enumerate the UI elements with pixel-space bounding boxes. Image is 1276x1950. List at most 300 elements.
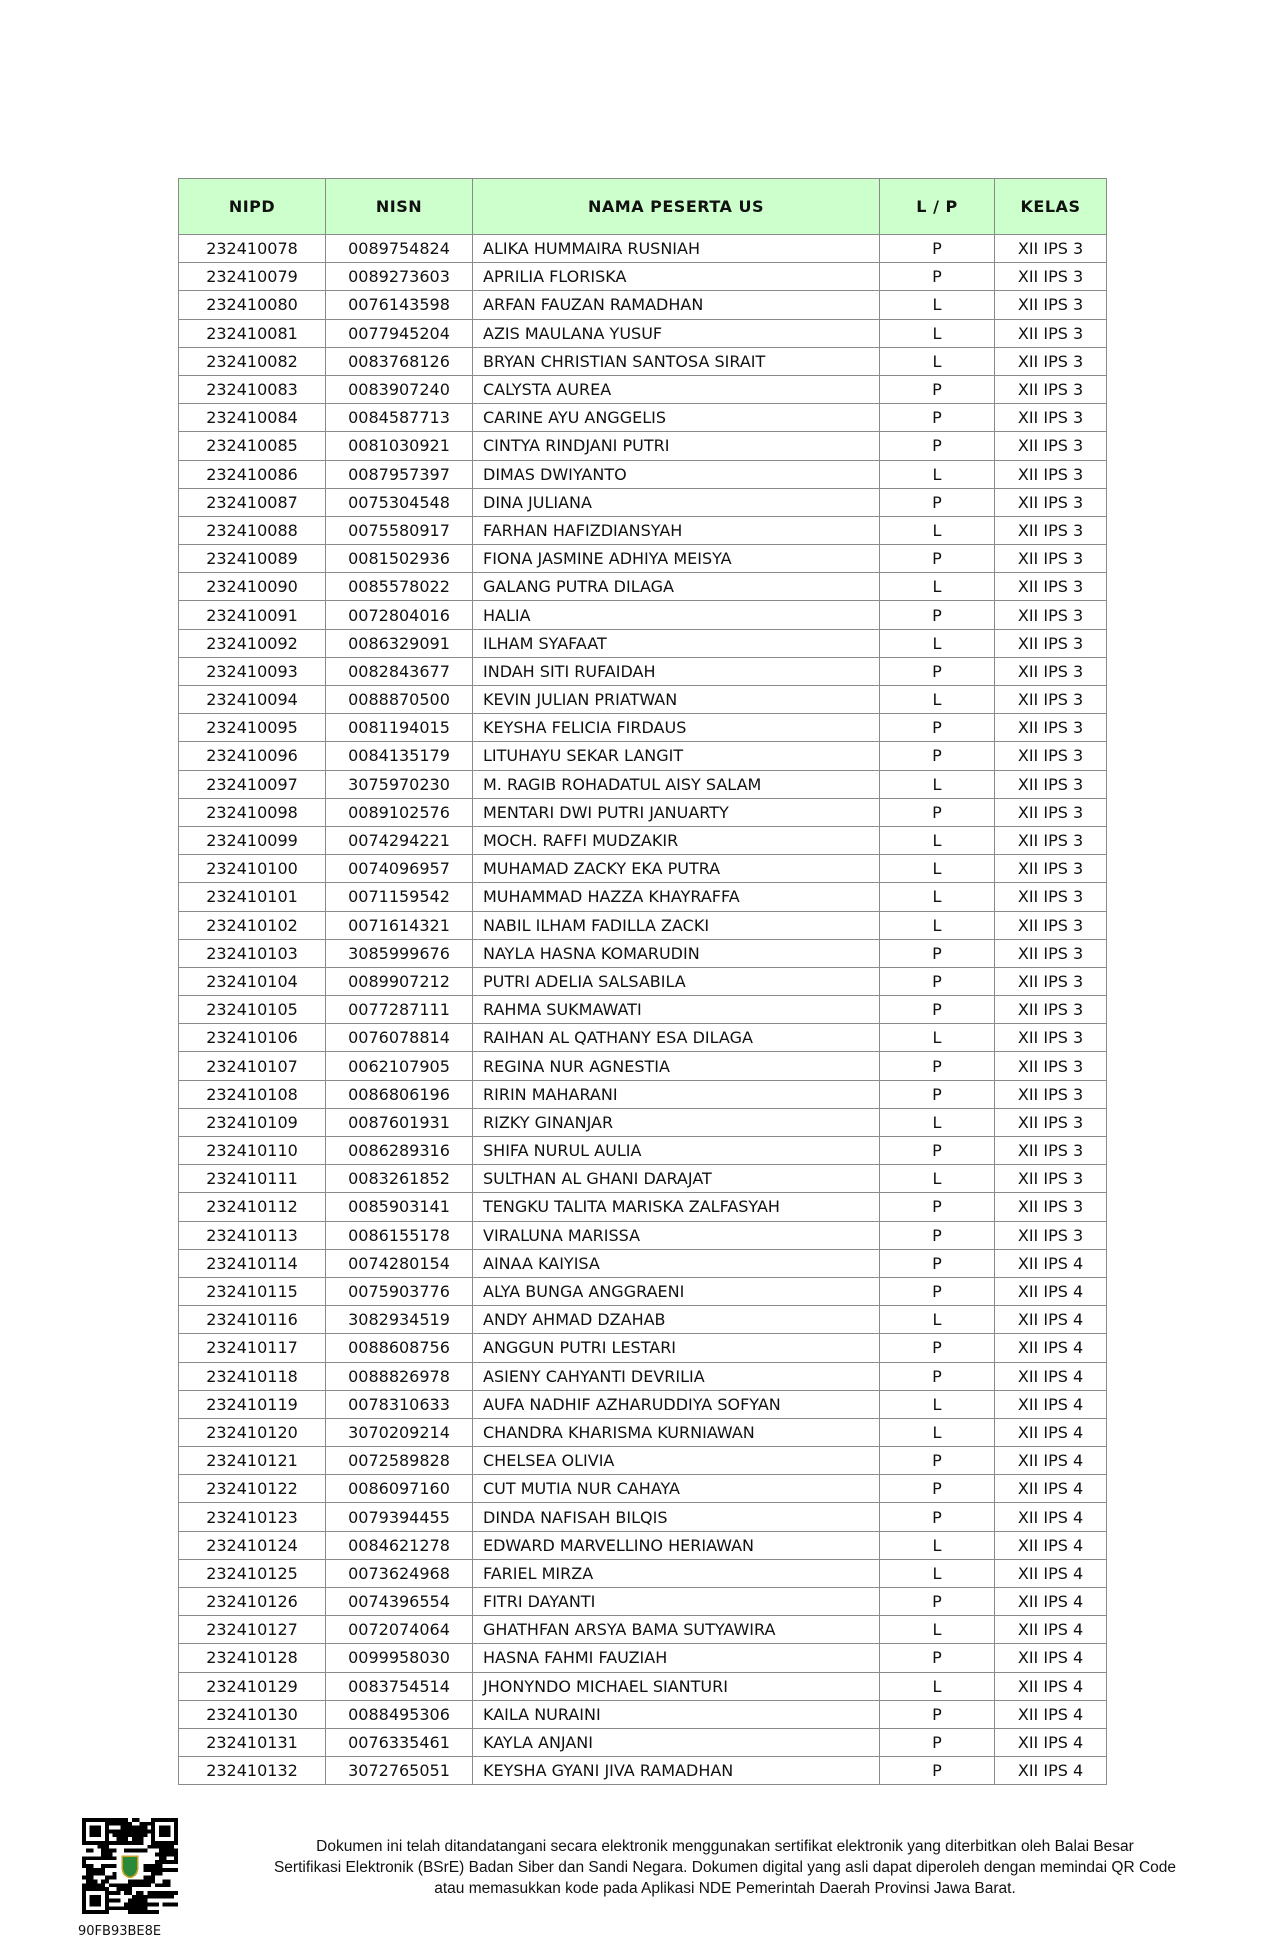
kelas-cell: XII IPS 3 [995,911,1107,939]
table-row [179,516,1107,544]
table-row [179,1108,1107,1136]
nisn-cell: 0086289316 [326,1137,473,1165]
kelas-cell: XII IPS 3 [995,488,1107,516]
nipd-cell: 232410107 [179,1052,326,1080]
kelas-cell: XII IPS 3 [995,1165,1107,1193]
nisn-cell: 0084135179 [326,742,473,770]
kelas-cell: XII IPS 3 [995,1024,1107,1052]
gender-cell: L [880,770,995,798]
gender-cell: L [880,460,995,488]
table-row [179,1616,1107,1644]
nipd-cell: 232410125 [179,1559,326,1587]
gender-cell: P [880,545,995,573]
header-nisn: NISN [326,179,473,235]
nipd-cell: 232410080 [179,291,326,319]
e-signature-notice: Dokumen ini telah ditandatangani secara elektronik menggunakan sertifikat elektronik yang diterbitkan oleh Balai Besar Sertifikasi Elektronik (BSrE) Badan Siber dan Sandi Negara. Dokumen digital yang asli dapat diperoleh dengan memindai QR Code atau memasukkan kode pada Aplikasi NDE Pemerintah Daerah Provinsi Jawa Barat. [273,1838,1177,1897]
table-body [179,235,1107,1785]
kelas-cell: XII IPS 3 [995,996,1107,1024]
nama-cell: DIMAS DWIYANTO [473,460,880,488]
nisn-cell: 0074294221 [326,826,473,854]
nisn-cell: 0089273603 [326,263,473,291]
header-nama-peserta: NAMA PESERTA US [473,179,880,235]
nipd-cell: 232410098 [179,798,326,826]
kelas-cell: XII IPS 3 [995,375,1107,403]
table-row [179,1559,1107,1587]
nama-cell: AZIS MAULANA YUSUF [473,319,880,347]
gender-cell: L [880,855,995,883]
header-kelas: KELAS [995,179,1107,235]
nisn-cell: 0083754514 [326,1672,473,1700]
nama-cell: FARIEL MIRZA [473,1559,880,1587]
nisn-cell: 0082843677 [326,657,473,685]
kelas-cell: XII IPS 4 [995,1306,1107,1334]
nama-cell: ARFAN FAUZAN RAMADHAN [473,291,880,319]
gender-cell: P [880,1193,995,1221]
table-row [179,1672,1107,1700]
nisn-cell: 3075970230 [326,770,473,798]
table-row [179,855,1107,883]
nisn-cell: 0079394455 [326,1503,473,1531]
nisn-cell: 0085903141 [326,1193,473,1221]
kelas-cell: XII IPS 3 [995,1193,1107,1221]
nisn-cell: 0074096957 [326,855,473,883]
nisn-cell: 0081502936 [326,545,473,573]
table-row [179,1588,1107,1616]
participant-table-container [178,178,1106,1785]
kelas-cell: XII IPS 3 [995,573,1107,601]
kelas-cell: XII IPS 3 [995,1137,1107,1165]
table-row [179,742,1107,770]
nisn-cell: 3082934519 [326,1306,473,1334]
kelas-cell: XII IPS 3 [995,883,1107,911]
gender-cell: L [880,1418,995,1446]
table-row [179,686,1107,714]
kelas-cell: XII IPS 4 [995,1644,1107,1672]
gender-cell: P [880,1080,995,1108]
nama-cell: INDAH SITI RUFAIDAH [473,657,880,685]
nipd-cell: 232410101 [179,883,326,911]
nisn-cell: 0075580917 [326,516,473,544]
kelas-cell: XII IPS 4 [995,1672,1107,1700]
kelas-cell: XII IPS 3 [995,967,1107,995]
table-header-row [179,179,1107,235]
kelas-cell: XII IPS 3 [995,460,1107,488]
kelas-cell: XII IPS 4 [995,1700,1107,1728]
nisn-cell: 0076078814 [326,1024,473,1052]
nisn-cell: 0072074064 [326,1616,473,1644]
kelas-cell: XII IPS 4 [995,1757,1107,1785]
nipd-cell: 232410113 [179,1221,326,1249]
gender-cell: P [880,1137,995,1165]
nipd-cell: 232410089 [179,545,326,573]
nipd-cell: 232410122 [179,1475,326,1503]
nisn-cell: 0089754824 [326,235,473,263]
table-row [179,1080,1107,1108]
nipd-cell: 232410114 [179,1249,326,1277]
table-row [179,573,1107,601]
nama-cell: ASIENY CAHYANTI DEVRILIA [473,1362,880,1390]
gender-cell: P [880,996,995,1024]
nama-cell: HASNA FAHMI FAUZIAH [473,1644,880,1672]
nisn-cell: 0062107905 [326,1052,473,1080]
nama-cell: NAYLA HASNA KOMARUDIN [473,939,880,967]
kelas-cell: XII IPS 4 [995,1503,1107,1531]
gender-cell: P [880,1588,995,1616]
nipd-cell: 232410120 [179,1418,326,1446]
gender-cell: P [880,488,995,516]
nipd-cell: 232410094 [179,686,326,714]
nisn-cell: 0076335461 [326,1728,473,1756]
nama-cell: HALIA [473,601,880,629]
table-row [179,1418,1107,1446]
nipd-cell: 232410100 [179,855,326,883]
nama-cell: ALYA BUNGA ANGGRAENI [473,1277,880,1305]
gender-cell: P [880,798,995,826]
nama-cell: VIRALUNA MARISSA [473,1221,880,1249]
kelas-cell: XII IPS 4 [995,1334,1107,1362]
gender-cell: L [880,1531,995,1559]
kelas-cell: XII IPS 3 [995,545,1107,573]
table-row [179,460,1107,488]
gender-cell: L [880,573,995,601]
kelas-cell: XII IPS 4 [995,1475,1107,1503]
table-row [179,263,1107,291]
nama-cell: DINDA NAFISAH BILQIS [473,1503,880,1531]
nama-cell: DINA JULIANA [473,488,880,516]
nama-cell: ALIKA HUMMAIRA RUSNIAH [473,235,880,263]
nisn-cell: 0088495306 [326,1700,473,1728]
table-row [179,714,1107,742]
nama-cell: SHIFA NURUL AULIA [473,1137,880,1165]
nipd-cell: 232410081 [179,319,326,347]
nama-cell: RAIHAN AL QATHANY ESA DILAGA [473,1024,880,1052]
nama-cell: KAILA NURAINI [473,1700,880,1728]
nama-cell: MUHAMMAD HAZZA KHAYRAFFA [473,883,880,911]
nipd-cell: 232410116 [179,1306,326,1334]
kelas-cell: XII IPS 3 [995,263,1107,291]
nipd-cell: 232410092 [179,629,326,657]
table-row [179,1475,1107,1503]
kelas-cell: XII IPS 3 [995,235,1107,263]
kelas-cell: XII IPS 3 [995,516,1107,544]
table-row [179,1362,1107,1390]
table-row [179,1390,1107,1418]
nama-cell: ANDY AHMAD DZAHAB [473,1306,880,1334]
nisn-cell: 0074396554 [326,1588,473,1616]
nipd-cell: 232410126 [179,1588,326,1616]
nipd-cell: 232410091 [179,601,326,629]
nisn-cell: 0075903776 [326,1277,473,1305]
nisn-cell: 0077287111 [326,996,473,1024]
nama-cell: GHATHFAN ARSYA BAMA SUTYAWIRA [473,1616,880,1644]
table-row [179,1757,1107,1785]
table-row [179,1249,1107,1277]
gender-cell: L [880,291,995,319]
gender-cell: P [880,1249,995,1277]
nisn-cell: 0086806196 [326,1080,473,1108]
kelas-cell: XII IPS 4 [995,1447,1107,1475]
table-row [179,798,1107,826]
nisn-cell: 0071614321 [326,911,473,939]
gender-cell: P [880,714,995,742]
kelas-cell: XII IPS 3 [995,1052,1107,1080]
gender-cell: P [880,235,995,263]
nama-cell: EDWARD MARVELLINO HERIAWAN [473,1531,880,1559]
nipd-cell: 232410083 [179,375,326,403]
nipd-cell: 232410087 [179,488,326,516]
table-row [179,1644,1107,1672]
gender-cell: P [880,1700,995,1728]
gender-cell: L [880,1024,995,1052]
kelas-cell: XII IPS 3 [995,1080,1107,1108]
nisn-cell: 0089102576 [326,798,473,826]
nipd-cell: 232410130 [179,1700,326,1728]
gender-cell: L [880,826,995,854]
gender-cell: P [880,1362,995,1390]
nisn-cell: 0076143598 [326,291,473,319]
nama-cell: CINTYA RINDJANI PUTRI [473,432,880,460]
table-row [179,1277,1107,1305]
gender-cell: P [880,742,995,770]
nisn-cell: 0073624968 [326,1559,473,1587]
nipd-cell: 232410132 [179,1757,326,1785]
nama-cell: KEYSHA FELICIA FIRDAUS [473,714,880,742]
table-row [179,488,1107,516]
nipd-cell: 232410088 [179,516,326,544]
nama-cell: CARINE AYU ANGGELIS [473,404,880,432]
table-row [179,826,1107,854]
nisn-cell: 0099958030 [326,1644,473,1672]
gender-cell: P [880,967,995,995]
table-row [179,1503,1107,1531]
qr-code-icon [82,1818,178,1914]
nama-cell: FITRI DAYANTI [473,1588,880,1616]
nipd-cell: 232410104 [179,967,326,995]
table-header [179,179,1107,235]
kelas-cell: XII IPS 4 [995,1249,1107,1277]
gender-cell: L [880,1165,995,1193]
table-row [179,883,1107,911]
table-row [179,1700,1107,1728]
nipd-cell: 232410124 [179,1531,326,1559]
gender-cell: P [880,375,995,403]
table-row [179,657,1107,685]
nipd-cell: 232410102 [179,911,326,939]
table-row [179,911,1107,939]
nama-cell: GALANG PUTRA DILAGA [473,573,880,601]
nisn-cell: 0086097160 [326,1475,473,1503]
nipd-cell: 232410115 [179,1277,326,1305]
nisn-cell: 0089907212 [326,967,473,995]
nisn-cell: 0086155178 [326,1221,473,1249]
nipd-cell: 232410093 [179,657,326,685]
nama-cell: NABIL ILHAM FADILLA ZACKI [473,911,880,939]
nisn-cell: 3070209214 [326,1418,473,1446]
nama-cell: CHANDRA KHARISMA KURNIAWAN [473,1418,880,1446]
kelas-cell: XII IPS 3 [995,629,1107,657]
nipd-cell: 232410097 [179,770,326,798]
kelas-cell: XII IPS 4 [995,1559,1107,1587]
nipd-cell: 232410079 [179,263,326,291]
nipd-cell: 232410103 [179,939,326,967]
nama-cell: AINAA KAIYISA [473,1249,880,1277]
nama-cell: BRYAN CHRISTIAN SANTOSA SIRAIT [473,347,880,375]
table-row [179,1052,1107,1080]
nipd-cell: 232410099 [179,826,326,854]
kelas-cell: XII IPS 3 [995,601,1107,629]
nama-cell: CHELSEA OLIVIA [473,1447,880,1475]
nipd-cell: 232410111 [179,1165,326,1193]
gender-cell: L [880,911,995,939]
table-row [179,1221,1107,1249]
nisn-cell: 0087957397 [326,460,473,488]
nisn-cell: 0083907240 [326,375,473,403]
table-row [179,1137,1107,1165]
nipd-cell: 232410090 [179,573,326,601]
table-row [179,1334,1107,1362]
nama-cell: CALYSTA AUREA [473,375,880,403]
table-row [179,967,1107,995]
nama-cell: MUHAMAD ZACKY EKA PUTRA [473,855,880,883]
nipd-cell: 232410108 [179,1080,326,1108]
nipd-cell: 232410119 [179,1390,326,1418]
table-row [179,347,1107,375]
nipd-cell: 232410121 [179,1447,326,1475]
table-row [179,1165,1107,1193]
kelas-cell: XII IPS 3 [995,686,1107,714]
nama-cell: MOCH. RAFFI MUDZAKIR [473,826,880,854]
table-row [179,291,1107,319]
nisn-cell: 3085999676 [326,939,473,967]
nama-cell: FIONA JASMINE ADHIYA MEISYA [473,545,880,573]
kelas-cell: XII IPS 4 [995,1390,1107,1418]
kelas-cell: XII IPS 3 [995,657,1107,685]
kelas-cell: XII IPS 4 [995,1277,1107,1305]
table-row [179,1193,1107,1221]
nama-cell: APRILIA FLORISKA [473,263,880,291]
nipd-cell: 232410105 [179,996,326,1024]
gender-cell: P [880,1644,995,1672]
nipd-cell: 232410084 [179,404,326,432]
kelas-cell: XII IPS 3 [995,939,1107,967]
nisn-cell: 0088826978 [326,1362,473,1390]
nisn-cell: 3072765051 [326,1757,473,1785]
table-row [179,375,1107,403]
gender-cell: L [880,319,995,347]
gender-cell: P [880,1503,995,1531]
nama-cell: RIRIN MAHARANI [473,1080,880,1108]
nama-cell: SULTHAN AL GHANI DARAJAT [473,1165,880,1193]
table-row [179,939,1107,967]
nisn-cell: 0074280154 [326,1249,473,1277]
table-row [179,1531,1107,1559]
gender-cell: L [880,1390,995,1418]
gender-cell: P [880,432,995,460]
gender-cell: L [880,1306,995,1334]
gender-cell: L [880,347,995,375]
table-row [179,319,1107,347]
kelas-cell: XII IPS 4 [995,1616,1107,1644]
nipd-cell: 232410096 [179,742,326,770]
nisn-cell: 0075304548 [326,488,473,516]
nisn-cell: 0088870500 [326,686,473,714]
kelas-cell: XII IPS 4 [995,1588,1107,1616]
gender-cell: L [880,1108,995,1136]
table-row [179,545,1107,573]
participant-table [178,178,1107,1785]
kelas-cell: XII IPS 3 [995,404,1107,432]
nipd-cell: 232410123 [179,1503,326,1531]
nisn-cell: 0078310633 [326,1390,473,1418]
nisn-cell: 0085578022 [326,573,473,601]
gender-cell: L [880,1616,995,1644]
nama-cell: RIZKY GINANJAR [473,1108,880,1136]
kelas-cell: XII IPS 3 [995,798,1107,826]
nipd-cell: 232410118 [179,1362,326,1390]
nisn-cell: 0087601931 [326,1108,473,1136]
gender-cell: P [880,1221,995,1249]
nipd-cell: 232410106 [179,1024,326,1052]
nipd-cell: 232410095 [179,714,326,742]
nisn-cell: 0084587713 [326,404,473,432]
kelas-cell: XII IPS 3 [995,347,1107,375]
header-gender: L / P [880,179,995,235]
nipd-cell: 232410131 [179,1728,326,1756]
kelas-cell: XII IPS 3 [995,826,1107,854]
nisn-cell: 0077945204 [326,319,473,347]
nipd-cell: 232410109 [179,1108,326,1136]
kelas-cell: XII IPS 3 [995,291,1107,319]
nisn-cell: 0083768126 [326,347,473,375]
nama-cell: LITUHAYU SEKAR LANGIT [473,742,880,770]
gender-cell: L [880,686,995,714]
gender-cell: P [880,1757,995,1785]
nama-cell: KEVIN JULIAN PRIATWAN [473,686,880,714]
table-row [179,235,1107,263]
kelas-cell: XII IPS 3 [995,432,1107,460]
nisn-cell: 0081194015 [326,714,473,742]
header-nipd: NIPD [179,179,326,235]
gender-cell: P [880,1475,995,1503]
kelas-cell: XII IPS 3 [995,770,1107,798]
nama-cell: AUFA NADHIF AZHARUDDIYA SOFYAN [473,1390,880,1418]
table-row [179,404,1107,432]
kelas-cell: XII IPS 3 [995,1221,1107,1249]
nipd-cell: 232410086 [179,460,326,488]
gender-cell: P [880,404,995,432]
nipd-cell: 232410117 [179,1334,326,1362]
table-row [179,1447,1107,1475]
table-row [179,1728,1107,1756]
gender-cell: P [880,1334,995,1362]
nisn-cell: 0071159542 [326,883,473,911]
table-row [179,1024,1107,1052]
kelas-cell: XII IPS 3 [995,1108,1107,1136]
gender-cell: P [880,1277,995,1305]
kelas-cell: XII IPS 4 [995,1418,1107,1446]
nama-cell: PUTRI ADELIA SALSABILA [473,967,880,995]
gender-cell: P [880,601,995,629]
gender-cell: P [880,1728,995,1756]
table-row [179,432,1107,460]
nama-cell: RAHMA SUKMAWATI [473,996,880,1024]
kelas-cell: XII IPS 4 [995,1531,1107,1559]
nipd-cell: 232410127 [179,1616,326,1644]
kelas-cell: XII IPS 4 [995,1362,1107,1390]
table-row [179,601,1107,629]
nisn-cell: 0083261852 [326,1165,473,1193]
nipd-cell: 232410128 [179,1644,326,1672]
